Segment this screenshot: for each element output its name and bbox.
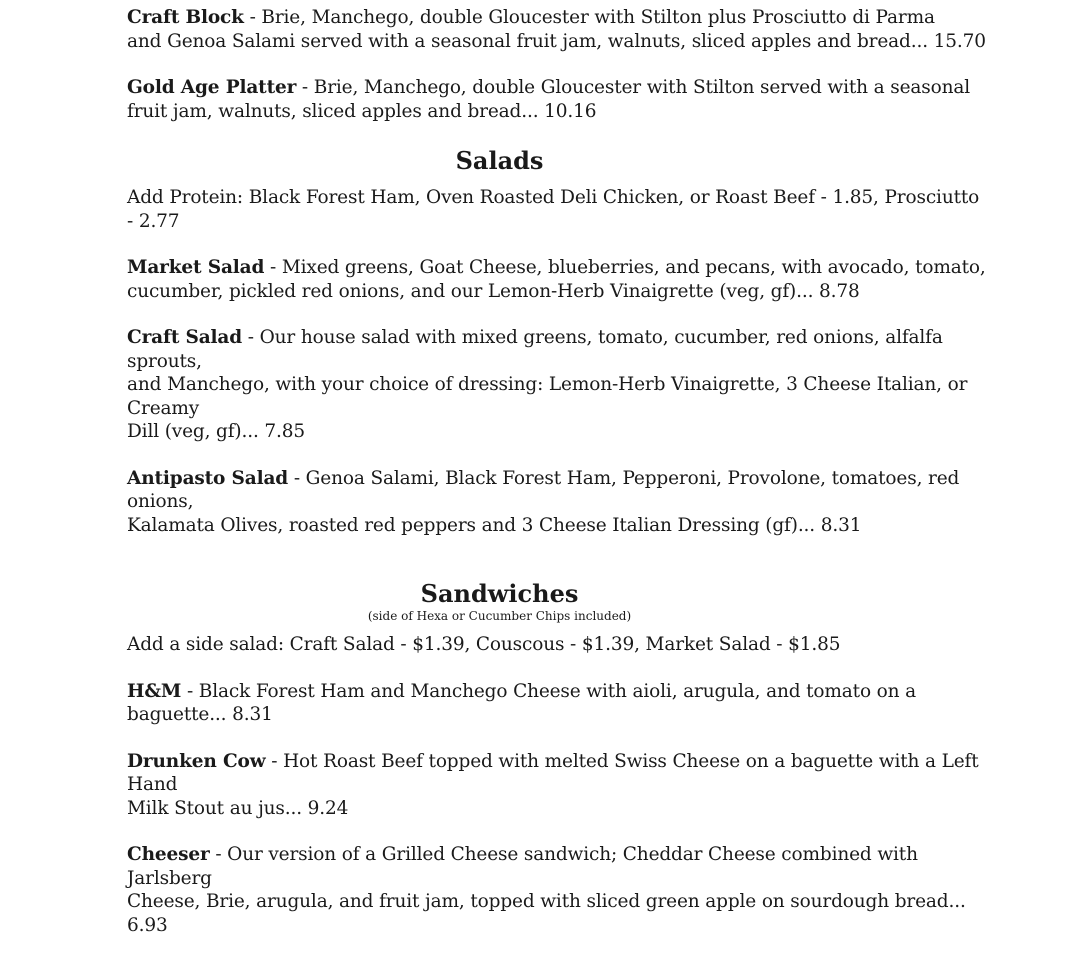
item-description: - Our version of a Grilled Cheese sandwich; Cheddar Cheese combined with Jarlsberg — [127, 844, 918, 889]
add-protein-note: Add Protein: Black Forest Ham, Oven Roasted Deli Chicken, or Roast Beef - 1.85, Prosciutto - 2.77 — [127, 187, 980, 232]
item-name: Cheeser — [127, 844, 210, 865]
item-description: - Our house salad with mixed greens, tomato, cucumber, red onions, alfalfa sprouts, — [127, 327, 943, 372]
section-title-sandwiches: Sandwiches — [420, 579, 579, 608]
menu-item-cheeser — [127, 843, 987, 937]
menu-item-drunken-cow — [127, 750, 987, 821]
item-name: Craft Block — [127, 7, 244, 28]
item-name: Antipasto Salad — [127, 467, 289, 489]
item-description-cont: Dill (veg, gf)... 7.85 — [127, 421, 306, 442]
item-description-cont: Milk Stout au jus... 9.24 — [127, 797, 349, 819]
item-description-cont: Cheese, Brie, arugula, and fruit jam, topped with sliced green apple on sourdough bread... 6.93 — [127, 891, 966, 936]
item-description-cont: baguette... 8.31 — [127, 704, 273, 725]
item-description: - Genoa Salami, Black Forest Ham, Pepperoni, Provolone, tomatoes, red onions, — [127, 467, 960, 512]
item-description: - Black Forest Ham and Manchego Cheese with aioli, arugula, and tomato on a — [181, 680, 917, 702]
item-description-cont: Kalamata Olives, roasted red peppers and 3 Cheese Italian Dressing (gf)... 8.31 — [127, 514, 862, 536]
item-name: Craft Salad — [127, 327, 243, 348]
item-description-cont: and Genoa Salami served with a seasonal fruit jam, walnuts, sliced apples and bread... 15.70 — [127, 30, 986, 52]
menu-item-h-and-m — [127, 680, 987, 727]
section-title-salads: Salads — [455, 146, 544, 175]
section-subtitle: (side of Hexa or Cucumber Chips included) — [367, 609, 632, 623]
menu-item-craft-salad — [127, 326, 987, 444]
item-description-cont: fruit jam, walnuts, sliced apples and bread... 10.16 — [127, 100, 597, 122]
item-name: Gold Age Platter — [127, 77, 297, 98]
item-name: Drunken Cow — [127, 750, 266, 772]
add-side-note: Add a side salad: Craft Salad - $1.39, Couscous - $1.39, Market Salad - $1.85 — [127, 634, 841, 655]
item-name: Market Salad — [127, 257, 265, 278]
item-description: - Hot Roast Beef topped with melted Swiss Cheese on a baguette with a Left Hand — [127, 750, 979, 795]
item-description: - Brie, Manchego, double Gloucester with Stilton plus Prosciutto di Parma — [243, 7, 935, 28]
menu-item-craft-block — [127, 6, 987, 53]
item-description: - Brie, Manchego, double Gloucester with Stilton served with a seasonal — [296, 77, 971, 98]
menu-item-market-salad — [127, 256, 987, 303]
item-name: H&M — [127, 680, 182, 702]
item-description-cont: cucumber, pickled red onions, and our Lemon-Herb Vinaigrette (veg, gf)... 8.78 — [127, 280, 860, 302]
item-description-cont: and Manchego, with your choice of dressing: Lemon-Herb Vinaigrette, 3 Cheese Italian, or Creamy — [127, 374, 968, 419]
item-description: - Mixed greens, Goat Cheese, blueberries, and pecans, with avocado, tomato, — [264, 257, 986, 278]
menu-item-antipasto-salad — [127, 467, 987, 538]
menu-page — [127, 6, 987, 960]
menu-item-gold-age-platter — [127, 76, 987, 123]
